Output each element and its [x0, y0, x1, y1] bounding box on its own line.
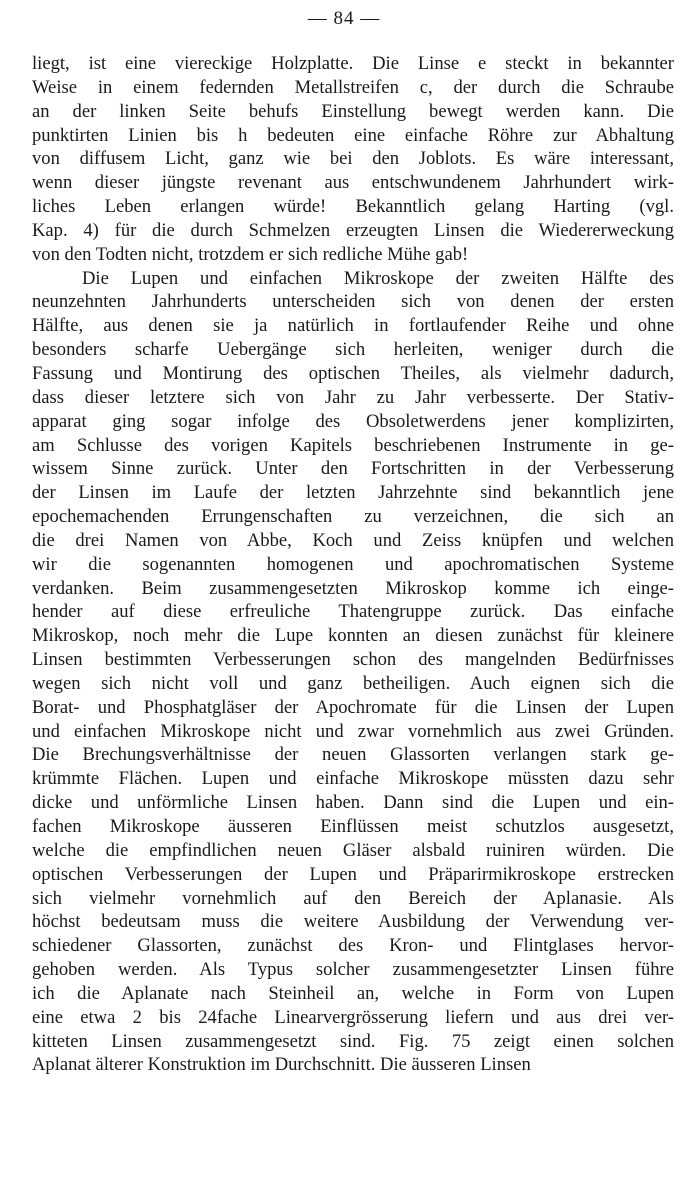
text-line: schiedener Glassorten, zunächst des Kron- und Flintglases hervor- [32, 935, 674, 957]
text-line: dass dieser letztere sich von Jahr zu Jahr verbesserte. Der Stativ- [32, 386, 674, 408]
text-line: sich vielmehr vornehmlich auf den Bereich der Aplanasie. Als [32, 887, 674, 909]
text-line: wissem Sinne zurück. Unter den Fortschritten in der Verbesserung [32, 458, 674, 480]
text-line: eine etwa 2 bis 24fache Linearvergrösserung liefern und aus drei ver- [32, 1006, 674, 1028]
text-line: wegen sich nicht voll und ganz betheiligen. Auch eignen sich die [32, 672, 674, 694]
paragraph [32, 52, 674, 267]
text-line: Weise in einem federnden Metallstreifen c, der durch die Schraube [32, 76, 674, 98]
text-line: Aplanat älterer Konstruktion im Durchschnitt. Die äusseren Linsen [32, 1054, 531, 1076]
text-line: punktirten Linien bis h bedeuten eine einfache Röhre zur Abhaltung [32, 124, 674, 146]
text-line: kitteten Linsen zusammengesetzt sind. Fig. 75 zeigt einen solchen [32, 1030, 674, 1052]
text-line: krümmte Flächen. Lupen und einfache Mikroskope müssten dazu sehr [32, 768, 674, 790]
text-line: Fassung und Montirung des optischen Theiles, als vielmehr dadurch, [32, 362, 674, 384]
text-line: Linsen bestimmten Verbesserungen schon des mangelnden Bedürfnisses [32, 649, 674, 671]
text-line: neunzehnten Jahrhunderts unterscheiden sich von denen der ersten [32, 291, 674, 313]
text-line: liegt, ist eine viereckige Holzplatte. Die Linse e steckt in bekannter [32, 53, 674, 74]
text-line: wir die sogenannten homogenen und apochromatischen Systeme [32, 553, 674, 575]
text-line: apparat ging sogar infolge des Obsoletwerdens jener komplizirten, [32, 410, 674, 432]
text-line: wenn dieser jüngste revenant aus entschwundenem Jahrhundert wirk- [32, 172, 674, 194]
text-line: epochemachenden Errungenschaften zu verzeichnen, die sich an [32, 506, 674, 528]
text-line: verdanken. Beim zusammengesetzten Mikroskop komme ich einge- [32, 577, 674, 599]
text-line: und einfachen Mikroskope nicht und zwar vornehmlich aus zwei Gründen. [32, 720, 674, 742]
text-line: fachen Mikroskope äusseren Einflüssen meist schutzlos ausgesetzt, [32, 816, 674, 837]
text-line: die drei Namen von Abbe, Koch und Zeiss knüpfen und welchen [32, 529, 674, 551]
text-line: Borat- und Phosphatgläser der Apochromate für die Linsen der Lupen [32, 696, 674, 718]
text-line: am Schlusse des vorigen Kapitels beschriebenen Instrumente in ge- [32, 434, 674, 456]
text-line: besonders scharfe Uebergänge sich herleiten, weniger durch die [32, 339, 674, 361]
body-text [32, 52, 674, 1077]
text-line: ich die Aplanate nach Steinheil an, welche in Form von Lupen [32, 982, 674, 1004]
text-line: Mikroskop, noch mehr die Lupe konnten an diesen zunächst für kleinere [32, 625, 674, 647]
text-line: welche die empfindlichen neuen Gläser alsbald ruiniren würden. Die [32, 839, 674, 861]
text-line: dicke und unförmliche Linsen haben. Dann sind die Lupen und ein- [32, 792, 674, 814]
text-line: optischen Verbesserungen der Lupen und Präparirmikroskope erstrecken [32, 863, 674, 885]
page-number: — 84 — [307, 8, 381, 29]
text-line: gehoben werden. Als Typus solcher zusammengesetzter Linsen führe [32, 959, 674, 981]
text-line: Hälfte, aus denen sie ja natürlich in fortlaufender Reihe und ohne [32, 315, 674, 337]
text-line: von diffusem Licht, ganz wie bei den Joblots. Es wäre interessant, [32, 148, 674, 170]
text-line: höchst bedeutsam muss die weitere Ausbildung der Verwendung ver- [32, 911, 674, 933]
text-line: Die Lupen und einfachen Mikroskope der zweiten Hälfte des [82, 267, 674, 289]
text-line: der Linsen im Laufe der letzten Jahrzehnte sind bekanntlich jene [32, 482, 674, 504]
text-line: von den Todten nicht, trotzdem er sich redliche Mühe gab! [32, 243, 469, 265]
paragraph [32, 267, 674, 1078]
text-line: Die Brechungsverhältnisse der neuen Glassorten verlangen stark ge- [32, 744, 674, 766]
text-line: Kap. 4) für die durch Schmelzen erzeugten Linsen die Wiedererweckung [32, 219, 674, 241]
text-line: an der linken Seite behufs Einstellung bewegt werden kann. Die [32, 100, 674, 122]
text-line: liches Leben erlangen würde! Bekanntlich gelang Harting (vgl. [32, 196, 674, 218]
text-line: hender auf diese erfreuliche Thatengruppe zurück. Das einfache [32, 601, 674, 623]
